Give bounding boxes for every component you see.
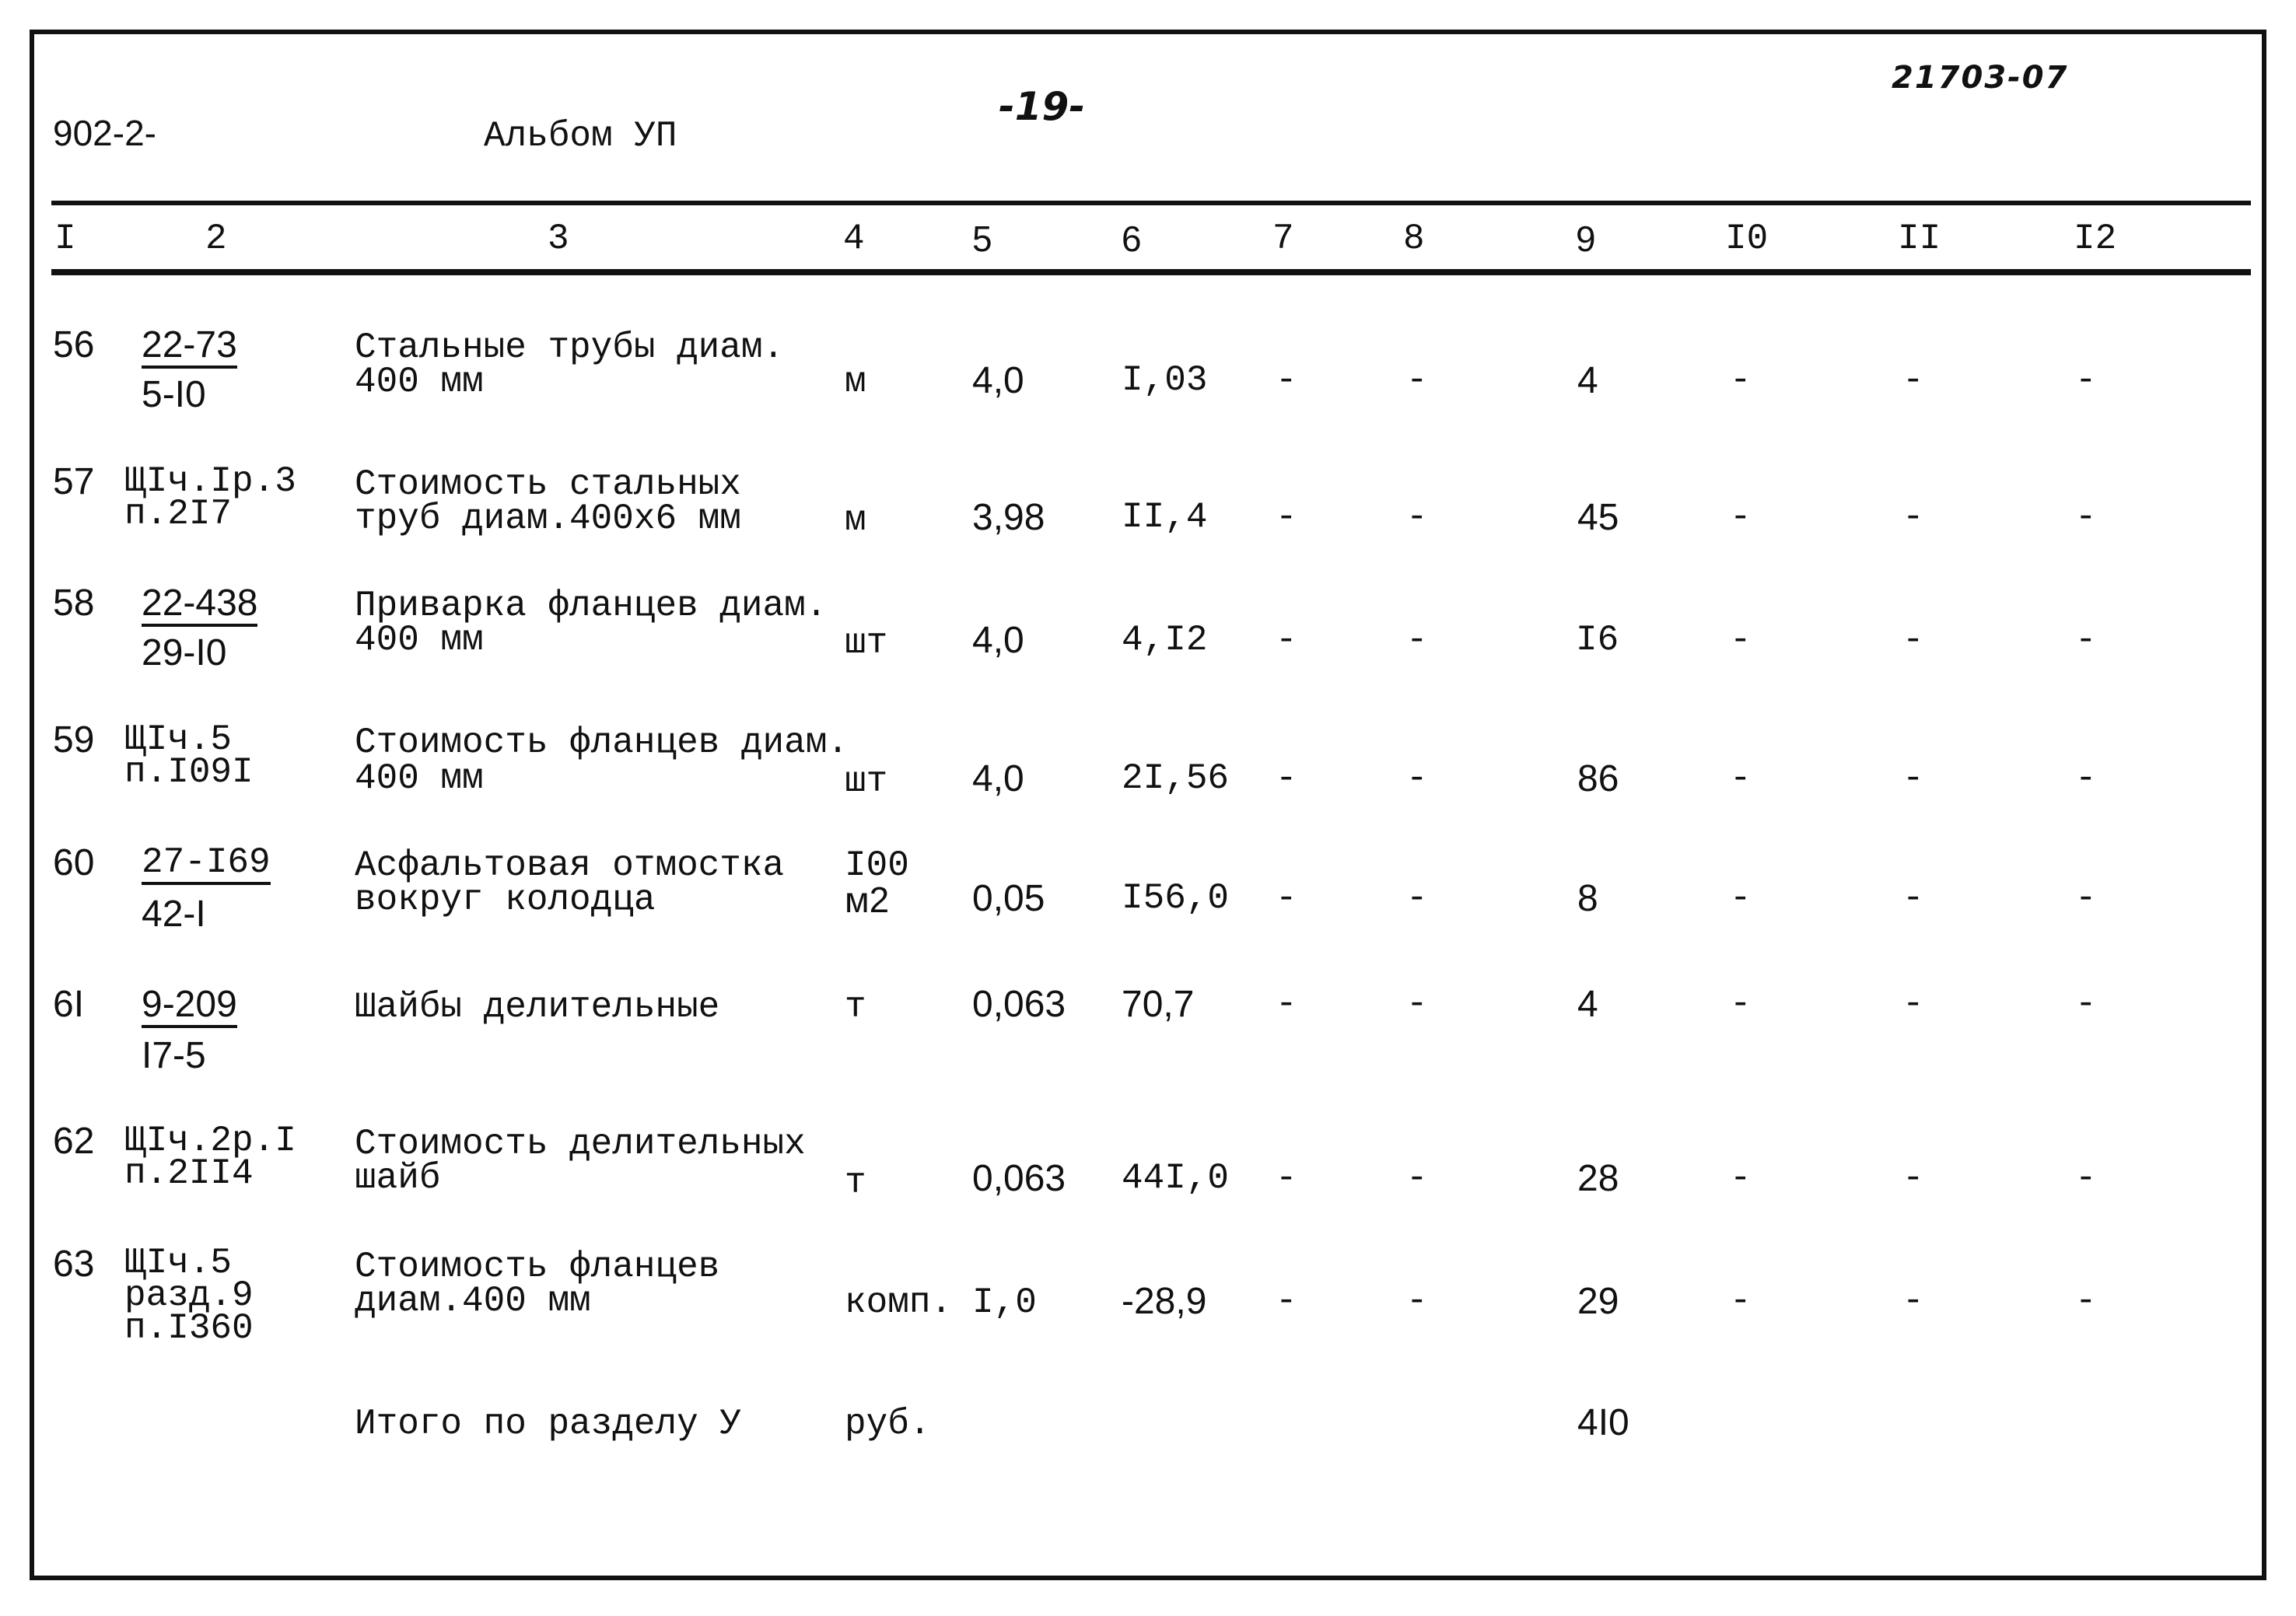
row-number: 60 (53, 842, 95, 883)
total-cost: 4 (1577, 360, 1598, 401)
unit-price: 4,I2 (1122, 620, 1208, 660)
unit: шт (845, 761, 888, 802)
norm-code-bottom: I7-5 (142, 1035, 206, 1076)
unit-multiplier: I00 (845, 845, 909, 886)
column-header: 7 (1272, 219, 1294, 259)
item-name-line: Стальные трубы диам. (355, 327, 785, 368)
column-8-value: - (1406, 620, 1428, 660)
column-11-value: - (1902, 758, 1924, 799)
unit-price: 44I,0 (1122, 1158, 1230, 1198)
item-name-line: 400 мм (355, 362, 484, 402)
column-12-value: - (2075, 620, 2097, 660)
column-7-value: - (1276, 1158, 1297, 1198)
total-cost: 29 (1577, 1281, 1619, 1322)
column-10-value: - (1730, 1281, 1752, 1321)
norm-code-bottom: п.2I7 (124, 494, 233, 534)
unit: т (845, 1163, 866, 1203)
column-12-value: - (2075, 984, 2097, 1024)
column-10-value: - (1730, 758, 1752, 799)
item-name-line: Стоимость стальных (355, 464, 741, 505)
unit: комп. (845, 1282, 953, 1323)
column-12-value: - (2075, 878, 2097, 918)
total-cost: 45 (1577, 497, 1619, 538)
column-header: 4 (843, 219, 865, 259)
column-7-value: - (1276, 620, 1297, 660)
column-12-value: - (2075, 497, 2097, 537)
column-10-value: - (1730, 497, 1752, 537)
norm-code-bottom: п.I360 (124, 1308, 254, 1348)
column-10-value: - (1730, 984, 1752, 1024)
column-10-value: - (1730, 360, 1752, 401)
album-title: Альбом УП (484, 116, 677, 156)
column-11-value: - (1902, 620, 1924, 660)
column-7-value: - (1276, 984, 1297, 1024)
item-name-line: труб диам.400х6 мм (355, 498, 741, 539)
quantity: 0,063 (972, 984, 1066, 1025)
row-number: 62 (53, 1121, 95, 1162)
norm-code-top: ЩIч.5 (124, 1243, 233, 1283)
column-11-value: - (1902, 360, 1924, 401)
column-11-value: - (1902, 984, 1924, 1024)
unit-price: 2I,56 (1122, 758, 1230, 799)
quantity: 4,0 (972, 360, 1024, 401)
unit: м2 (845, 880, 890, 920)
column-12-value: - (2075, 758, 2097, 799)
unit-price: 70,7 (1122, 984, 1195, 1025)
norm-code-top: 22-438 (142, 585, 257, 627)
column-header: 9 (1576, 219, 1596, 259)
column-8-value: - (1406, 1281, 1428, 1321)
item-name-line: Шайбы делительные (355, 987, 720, 1027)
quantity: 0,063 (972, 1158, 1066, 1199)
item-name-line: шайб (355, 1158, 441, 1198)
column-11-value: - (1902, 1281, 1924, 1321)
column-12-value: - (2075, 1281, 2097, 1321)
quantity: 4,0 (972, 620, 1024, 661)
column-7-value: - (1276, 497, 1297, 537)
column-header: 2 (205, 219, 227, 259)
header-bottom-rule (51, 269, 2251, 275)
item-name-line: 400 мм (355, 758, 484, 799)
norm-code-mid: разд.9 (124, 1275, 254, 1316)
header-top-rule (51, 201, 2251, 205)
document-sheet (30, 30, 2266, 1580)
item-name-line: вокруг колодца (355, 880, 656, 920)
column-8-value: - (1406, 360, 1428, 401)
column-header: I2 (2074, 219, 2117, 259)
total-cost: I6 (1576, 620, 1619, 660)
quantity: 0,05 (972, 878, 1045, 919)
column-12-value: - (2075, 1158, 2097, 1198)
column-7-value: - (1276, 1281, 1297, 1321)
column-8-value: - (1406, 1158, 1428, 1198)
item-name-line: Стоимость фланцев диам. (355, 722, 849, 763)
unit-price: II,4 (1122, 497, 1208, 537)
row-number: 56 (53, 324, 95, 366)
unit-price: I,03 (1122, 360, 1208, 401)
total-cost: 86 (1577, 758, 1619, 799)
quantity: 3,98 (972, 497, 1045, 538)
norm-code-bottom: п.2II4 (124, 1153, 254, 1194)
item-name-line: Стоимость делительных (355, 1124, 806, 1164)
column-11-value: - (1902, 497, 1924, 537)
quantity: I,0 (972, 1282, 1037, 1323)
row-number: 59 (53, 719, 95, 761)
norm-code-top: ЩIч.5 (124, 719, 233, 760)
unit: м (845, 500, 866, 540)
norm-code-top: 27-I69 (142, 845, 271, 885)
row-number: 58 (53, 582, 95, 624)
column-12-value: - (2075, 360, 2097, 401)
row-number: 6I (53, 984, 85, 1025)
norm-code-bottom: п.I09I (124, 752, 254, 792)
norm-code-bottom: 29-I0 (142, 632, 227, 673)
norm-code-top: 9-209 (142, 986, 237, 1028)
column-header: II (1898, 219, 1941, 259)
summary-label: Итого по разделу У (355, 1404, 741, 1444)
column-8-value: - (1406, 497, 1428, 537)
total-cost: 28 (1577, 1158, 1619, 1199)
summary-total: 4I0 (1577, 1402, 1629, 1443)
norm-code-top: 22-73 (142, 327, 237, 369)
item-name-line: Стоимость фланцев (355, 1247, 720, 1287)
column-8-value: - (1406, 758, 1428, 799)
column-11-value: - (1902, 878, 1924, 918)
total-cost: 8 (1577, 878, 1598, 919)
column-header: 5 (972, 219, 992, 259)
unit-price: I56,0 (1122, 878, 1230, 918)
unit: шт (845, 623, 888, 663)
quantity: 4,0 (972, 758, 1024, 799)
column-10-value: - (1730, 878, 1752, 918)
column-header: 8 (1403, 219, 1425, 259)
row-number: 63 (53, 1243, 95, 1285)
column-header: 6 (1122, 219, 1142, 259)
document-number: 21703-07 (1892, 60, 2069, 96)
norm-code-bottom: 5-I0 (142, 374, 206, 415)
unit: т (845, 987, 866, 1027)
column-7-value: - (1276, 360, 1297, 401)
column-7-value: - (1276, 878, 1297, 918)
total-cost: 4 (1577, 984, 1598, 1025)
norm-code-top: ЩIч.2р.I (124, 1121, 296, 1161)
column-header: I (54, 219, 76, 259)
column-10-value: - (1730, 1158, 1752, 1198)
row-number: 57 (53, 461, 95, 502)
column-11-value: - (1902, 1158, 1924, 1198)
norm-code-bottom: 42-I (142, 894, 206, 935)
column-header: 3 (548, 219, 569, 259)
column-8-value: - (1406, 984, 1428, 1024)
unit: м (845, 362, 866, 402)
page-number: -19- (999, 84, 1086, 129)
item-name-line: Асфальтовая отмостка (355, 845, 785, 886)
norm-code-top: ЩIч.Iр.3 (124, 461, 296, 502)
item-name-line: диам.400 мм (355, 1281, 591, 1321)
summary-unit: руб. (845, 1404, 931, 1444)
item-name-line: 400 мм (355, 620, 484, 660)
column-8-value: - (1406, 878, 1428, 918)
unit-price: -28,9 (1122, 1281, 1207, 1322)
column-10-value: - (1730, 620, 1752, 660)
column-header: I0 (1725, 219, 1769, 259)
project-code: 902-2- (53, 113, 156, 153)
item-name-line: Приварка фланцев диам. (355, 586, 828, 626)
column-7-value: - (1276, 758, 1297, 799)
